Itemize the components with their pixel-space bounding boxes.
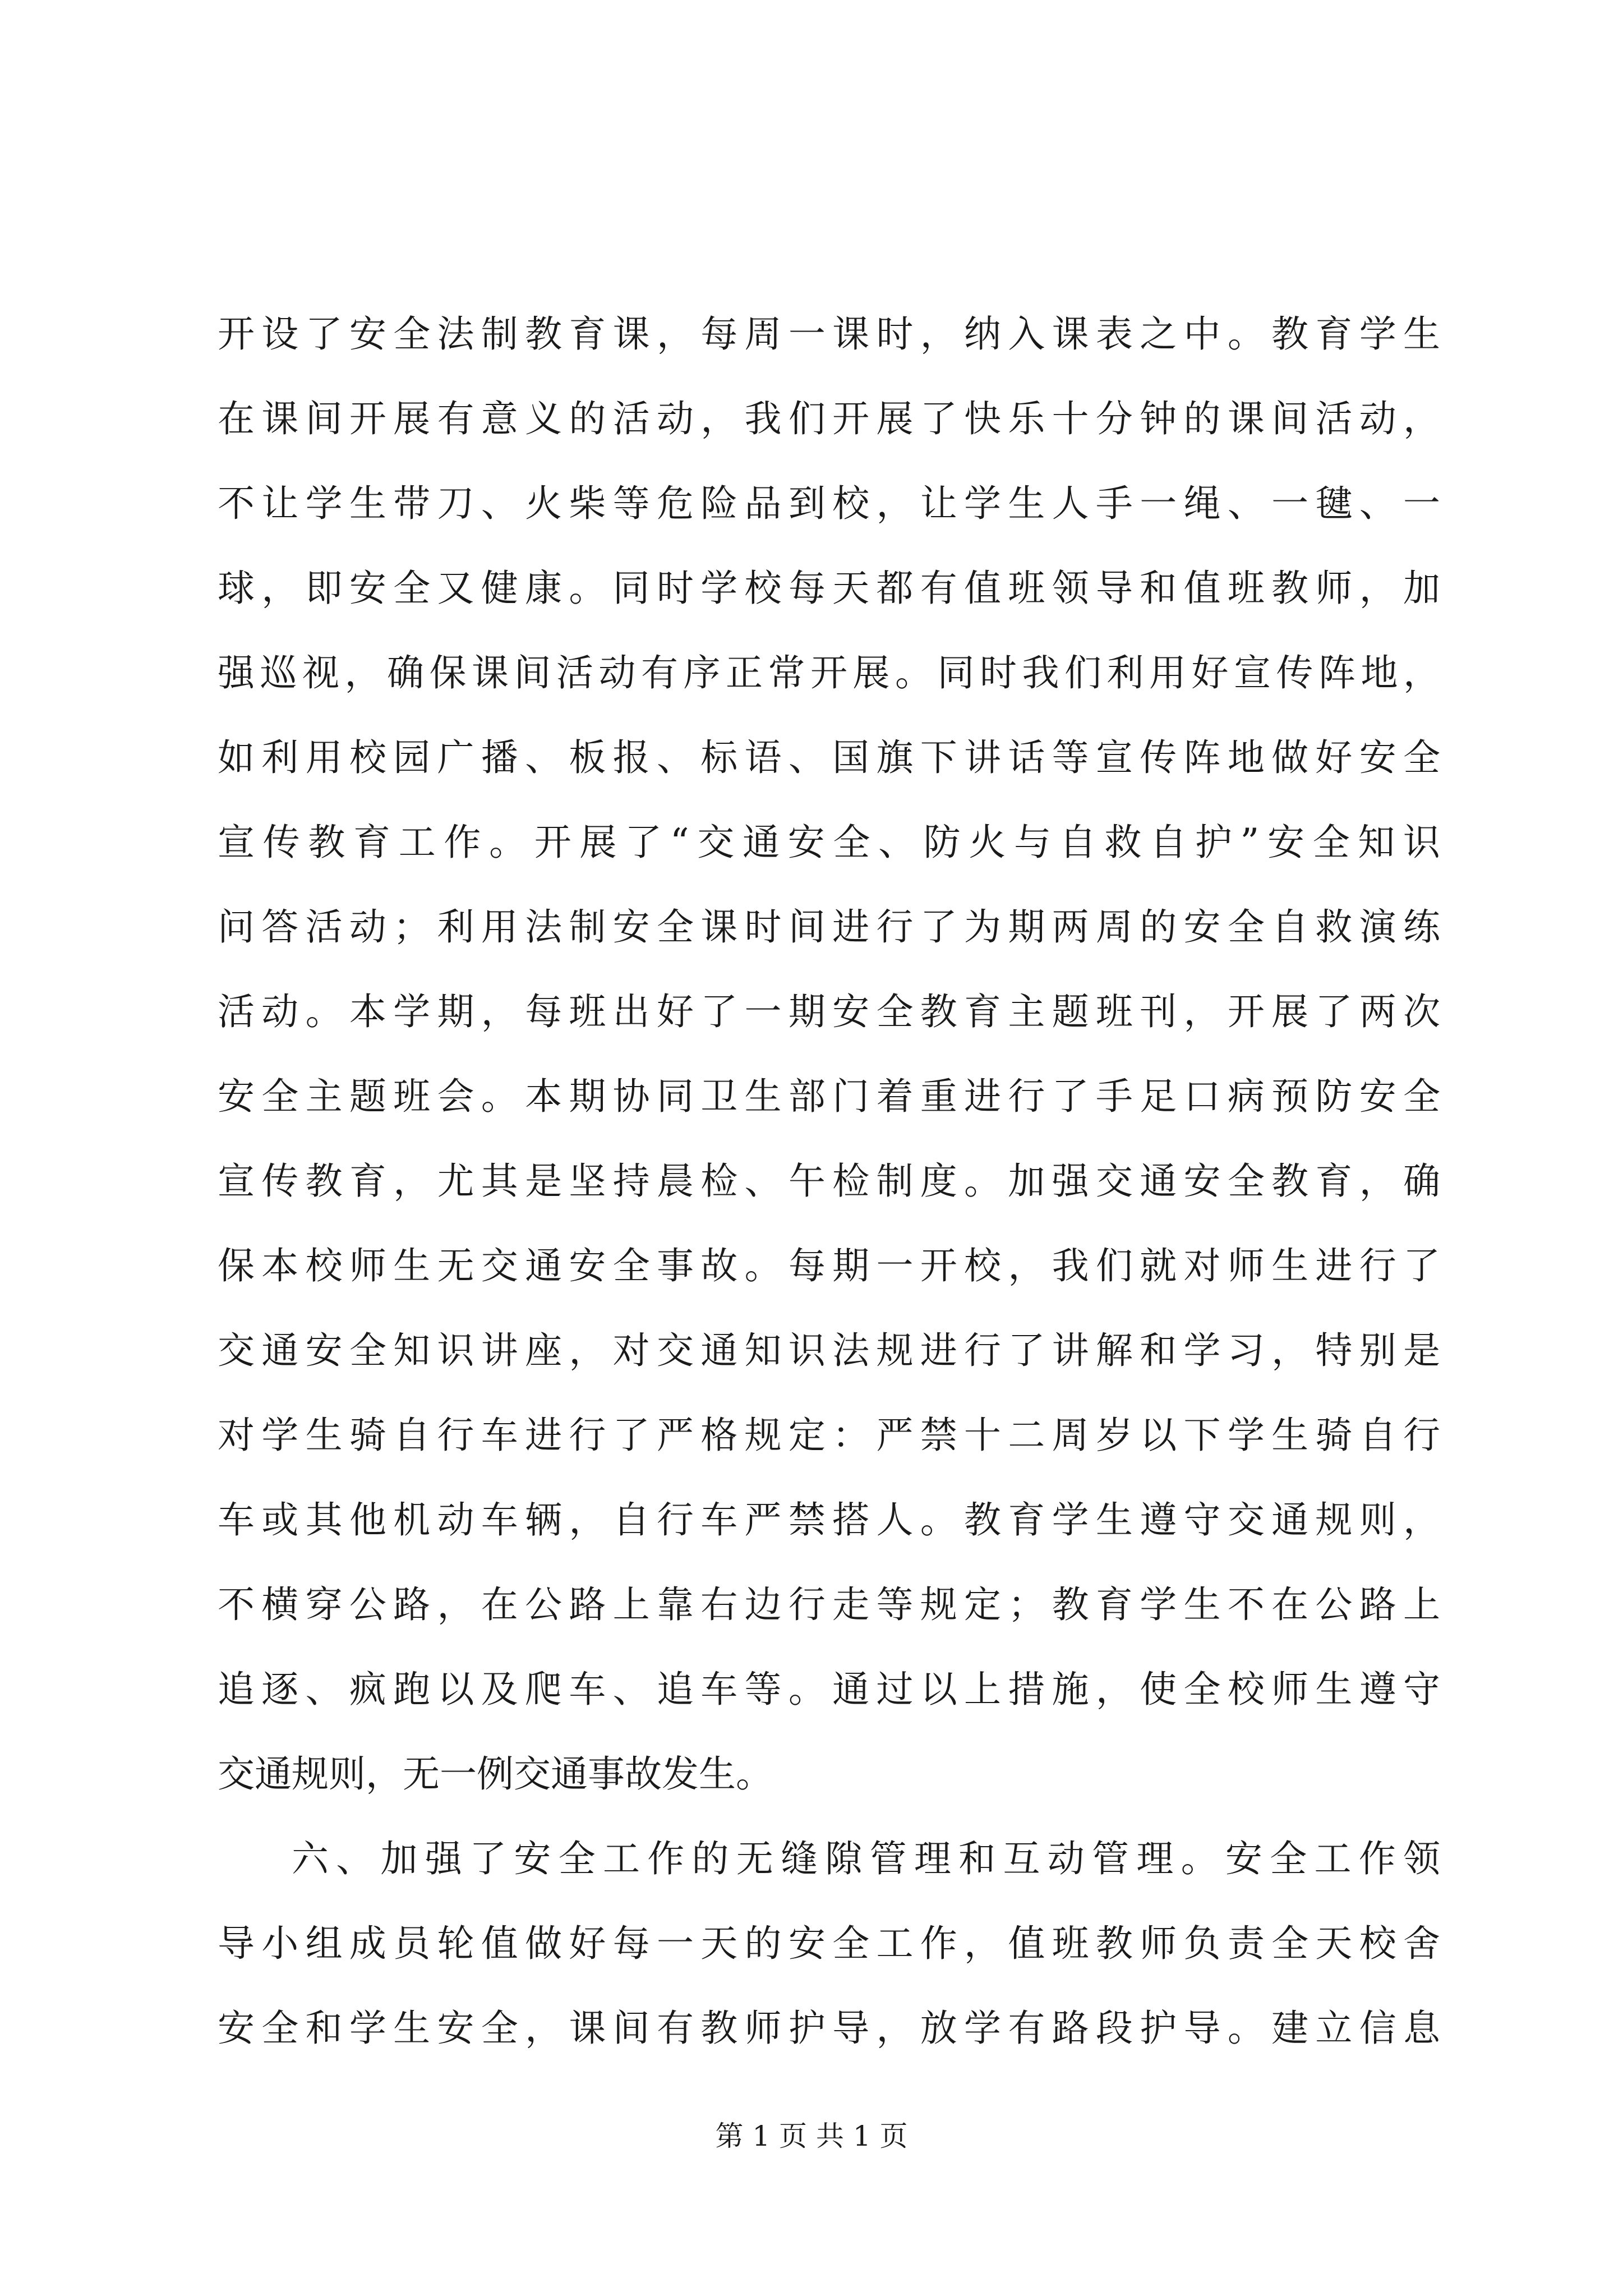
page-number-label: 第 1 页 共 1 页 <box>715 2120 908 2152</box>
text-line: 开设了安全法制教育课，每周一课时，纳入课表之中。教育学生 <box>218 312 1440 356</box>
text-line: 安全和学生安全，课间有教师护导，放学有路段护导。建立信息 <box>218 2007 1440 2050</box>
paragraph-start-line: 六、加强了安全工作的无缝隙管理和互动管理。安全工作领 <box>292 1837 1440 1880</box>
text-line: 交通规则，无一例交通事故发生。 <box>218 1752 773 1796</box>
text-line: 车或其他机动车辆，自行车严禁搭人。教育学生遵守交通规则， <box>218 1498 1440 1542</box>
text-line: 导小组成员轮值做好每一天的安全工作，值班教师负责全天校舍 <box>218 1922 1440 1965</box>
text-line: 安全主题班会。本期协同卫生部门着重进行了手足口病预防安全 <box>218 1075 1440 1118</box>
text-line: 在课间开展有意义的活动，我们开展了快乐十分钟的课间活动， <box>218 397 1440 440</box>
page-footer <box>0 2114 1623 2154</box>
text-line: 球，即安全又健康。同时学校每天都有值班领导和值班教师，加 <box>218 567 1440 610</box>
text-line: 宣传教育，尤其是坚持晨检、午检制度。加强交通安全教育，确 <box>218 1159 1440 1203</box>
text-line: 宣传教育工作。开展了“交通安全、防火与自救自护”安全知识 <box>218 821 1440 864</box>
text-line: 追逐、疯跑以及爬车、追车等。通过以上措施，使全校师生遵守 <box>218 1668 1440 1711</box>
text-line: 不横穿公路，在公路上靠右边行走等规定；教育学生不在公路上 <box>218 1583 1440 1626</box>
text-line: 如利用校园广播、板报、标语、国旗下讲话等宣传阵地做好安全 <box>218 736 1440 779</box>
body-text <box>218 292 1440 2070</box>
text-line: 活动。本学期，每班出好了一期安全教育主题班刊，开展了两次 <box>218 990 1440 1033</box>
text-line: 对学生骑自行车进行了严格规定：严禁十二周岁以下学生骑自行 <box>218 1414 1440 1457</box>
text-line: 保本校师生无交通安全事故。每期一开校，我们就对师生进行了 <box>218 1244 1440 1287</box>
text-line: 强巡视，确保课间活动有序正常开展。同时我们利用好宣传阵地， <box>218 651 1440 694</box>
text-line: 问答活动；利用法制安全课时间进行了为期两周的安全自救演练 <box>218 905 1440 949</box>
text-line: 不让学生带刀、火柴等危险品到校，让学生人手一绳、一毽、一 <box>218 482 1440 525</box>
text-line: 交通安全知识讲座，对交通知识法规进行了讲解和学习，特别是 <box>218 1329 1440 1372</box>
